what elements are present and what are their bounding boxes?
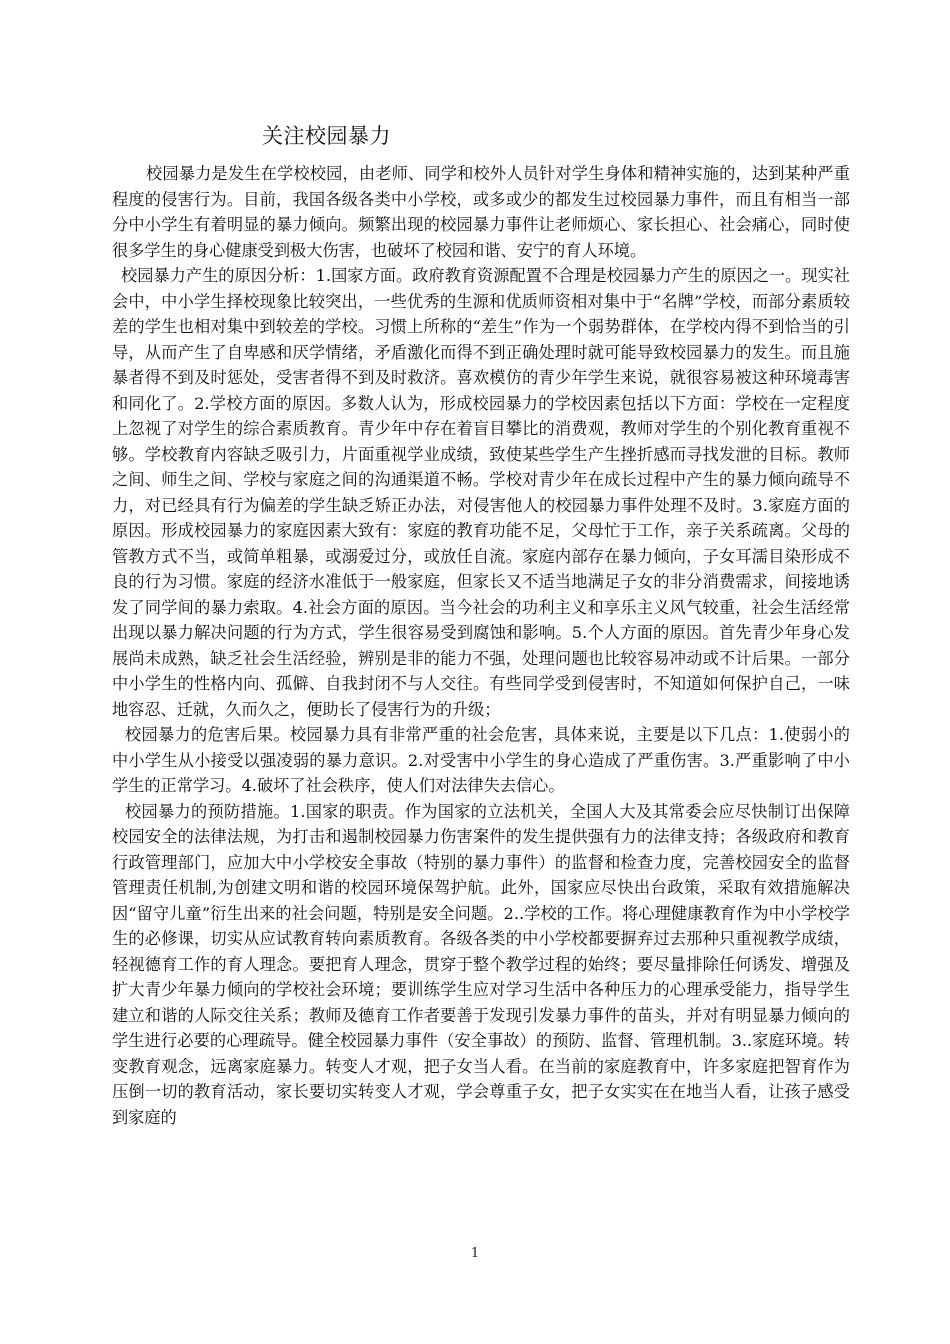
paragraph-intro: 校园暴力是发生在学校校园，由老师、同学和校外人员针对学生身体和精神实施的，达到某种严重程度的侵害行为。目前，我国各级各类中小学校，或多或少的都发生过校园暴力事件，而且有相当一部分中小学生有着明显的暴力倾向。频繁出现的校园暴力事件让老师烦心、家长担心、社会痛心，同时使很多学生的身心健康受到极大伤害，也破坏了校园和谐、安宁的育人环境。 <box>112 164 850 260</box>
page-number: 1 <box>470 1246 480 1261</box>
paragraph-prevention: 校园暴力的预防措施。1.国家的职责。作为国家的立法机关，全国人大及其常委会应尽快制订出保障校园安全的法律法规，为打击和遏制校园暴力伤害案件的发生提供强有力的法律支持；各级政府和教育行政管理部门，应加大中小学校安全事故（特别的暴力事件）的监督和检查力度，完善校园安全的监督管理责任机制,为创建文明和谐的校园环境保驾护航。此外，国家应尽快出台政策，采取有效措施解决因“留守儿童”衍生出来的社会问题，特别是安全问题。2..学校的工作。将心理健康教育作为中小学校学生的必修课，切实从应试教育转向素质教育。各级各类的中小学校都要摒弃过去那种只重视教学成绩，轻视德育工作的育人理念。要把育人理念，贯穿于整个教学过程的始终；要尽量排除任何诱发、增强及扩大青少年暴力倾向的学校社会环境；要训练学生应对学习生活中各种压力的心理承受能力，指导学生建立和谐的人际交往关系；教师及德育工作者要善于发现引发暴力事件的苗头，并对有明显暴力倾向的学生进行必要的心理疏导。健全校园暴力事件（安全事故）的预防、监督、管理机制。3..家庭环境。转变教育观念，远离家庭暴力。转变人才观，把子女当人看。在当前的家庭教育中，许多家庭把智育作为压倒一切的教育活动，家长要切实转变人才观，学会尊重子女，把子女实实在在地当人看，让孩子感受到家庭的 <box>112 801 850 1127</box>
paragraph-consequences: 校园暴力的危害后果。校园暴力具有非常严重的社会危害，具体来说，主要是以下几点：1.使弱小的中小学生从小接受以强凌弱的暴力意识。2.对受害中小学生的身心造成了严重伤害。3.严重影响了中小学生的正常学习。4.破坏了社会秩序，使人们对法律失去信心。 <box>112 725 850 795</box>
document-body <box>112 161 850 1130</box>
paragraph-causes: 校园暴力产生的原因分析：1.国家方面。政府教育资源配置不合理是校园暴力产生的原因之一。现实社会中，中小学生择校现象比较突出，一些优秀的生源和优质师资相对集中于“名牌”学校，而部分素质较差的学生也相对集中到较差的学校。习惯上所称的“差生”作为一个弱势群体，在学校内得不到恰当的引导，从而产生了自卑感和厌学情绪，矛盾激化而得不到正确处理时就可能导致校园暴力的发生。而且施暴者得不到及时惩处，受害者得不到及时救济。喜欢模仿的青少年学生来说，就很容易被这种环境毒害和同化了。2.学校方面的原因。多数人认为，形成校园暴力的学校因素包括以下方面：学校在一定程度上忽视了对学生的综合素质教育。青少年中存在着盲目攀比的消费观，教师对学生的个别化教育重视不够。学校教育内容缺乏吸引力，片面重视学业成绩，致使某些学生产生挫折感而寻找发泄的目标。教师之间、师生之间、学校与家庭之间的沟通渠道不畅。学校对青少年在成长过程中产生的暴力倾向疏导不力，对已经具有行为偏差的学生缺乏矫正办法，对侵害他人的校园暴力事件处理不及时。3.家庭方面的原因。形成校园暴力的家庭因素大致有：家庭的教育功能不足，父母忙于工作，亲子关系疏离。父母的管教方式不当，或简单粗暴，或溺爱过分，或放任自流。家庭内部存在暴力倾向，子女耳濡目染形成不良的行为习惯。家庭的经济水准低于一般家庭，但家长又不适当地满足子女的非分消费需求，间接地诱发了同学间的暴力索取。4.社会方面的原因。当今社会的功利主义和享乐主义风气较重，社会生活经常出现以暴力解决问题的行为方式，学生很容易受到腐蚀和影响。5.个人方面的原因。首先青少年身心发展尚未成熟，缺乏社会生活经验，辨别是非的能力不强，处理问题也比较容易冲动或不计后果。一部分中小学生的性格内向、孤僻、自我封闭不与人交往。有些同学受到侵害时，不知道如何保护自己，一味地容忍、迁就，久而久之，便助长了侵害行为的升级； <box>112 266 850 719</box>
document-title: 关注校园暴力 <box>262 124 391 148</box>
